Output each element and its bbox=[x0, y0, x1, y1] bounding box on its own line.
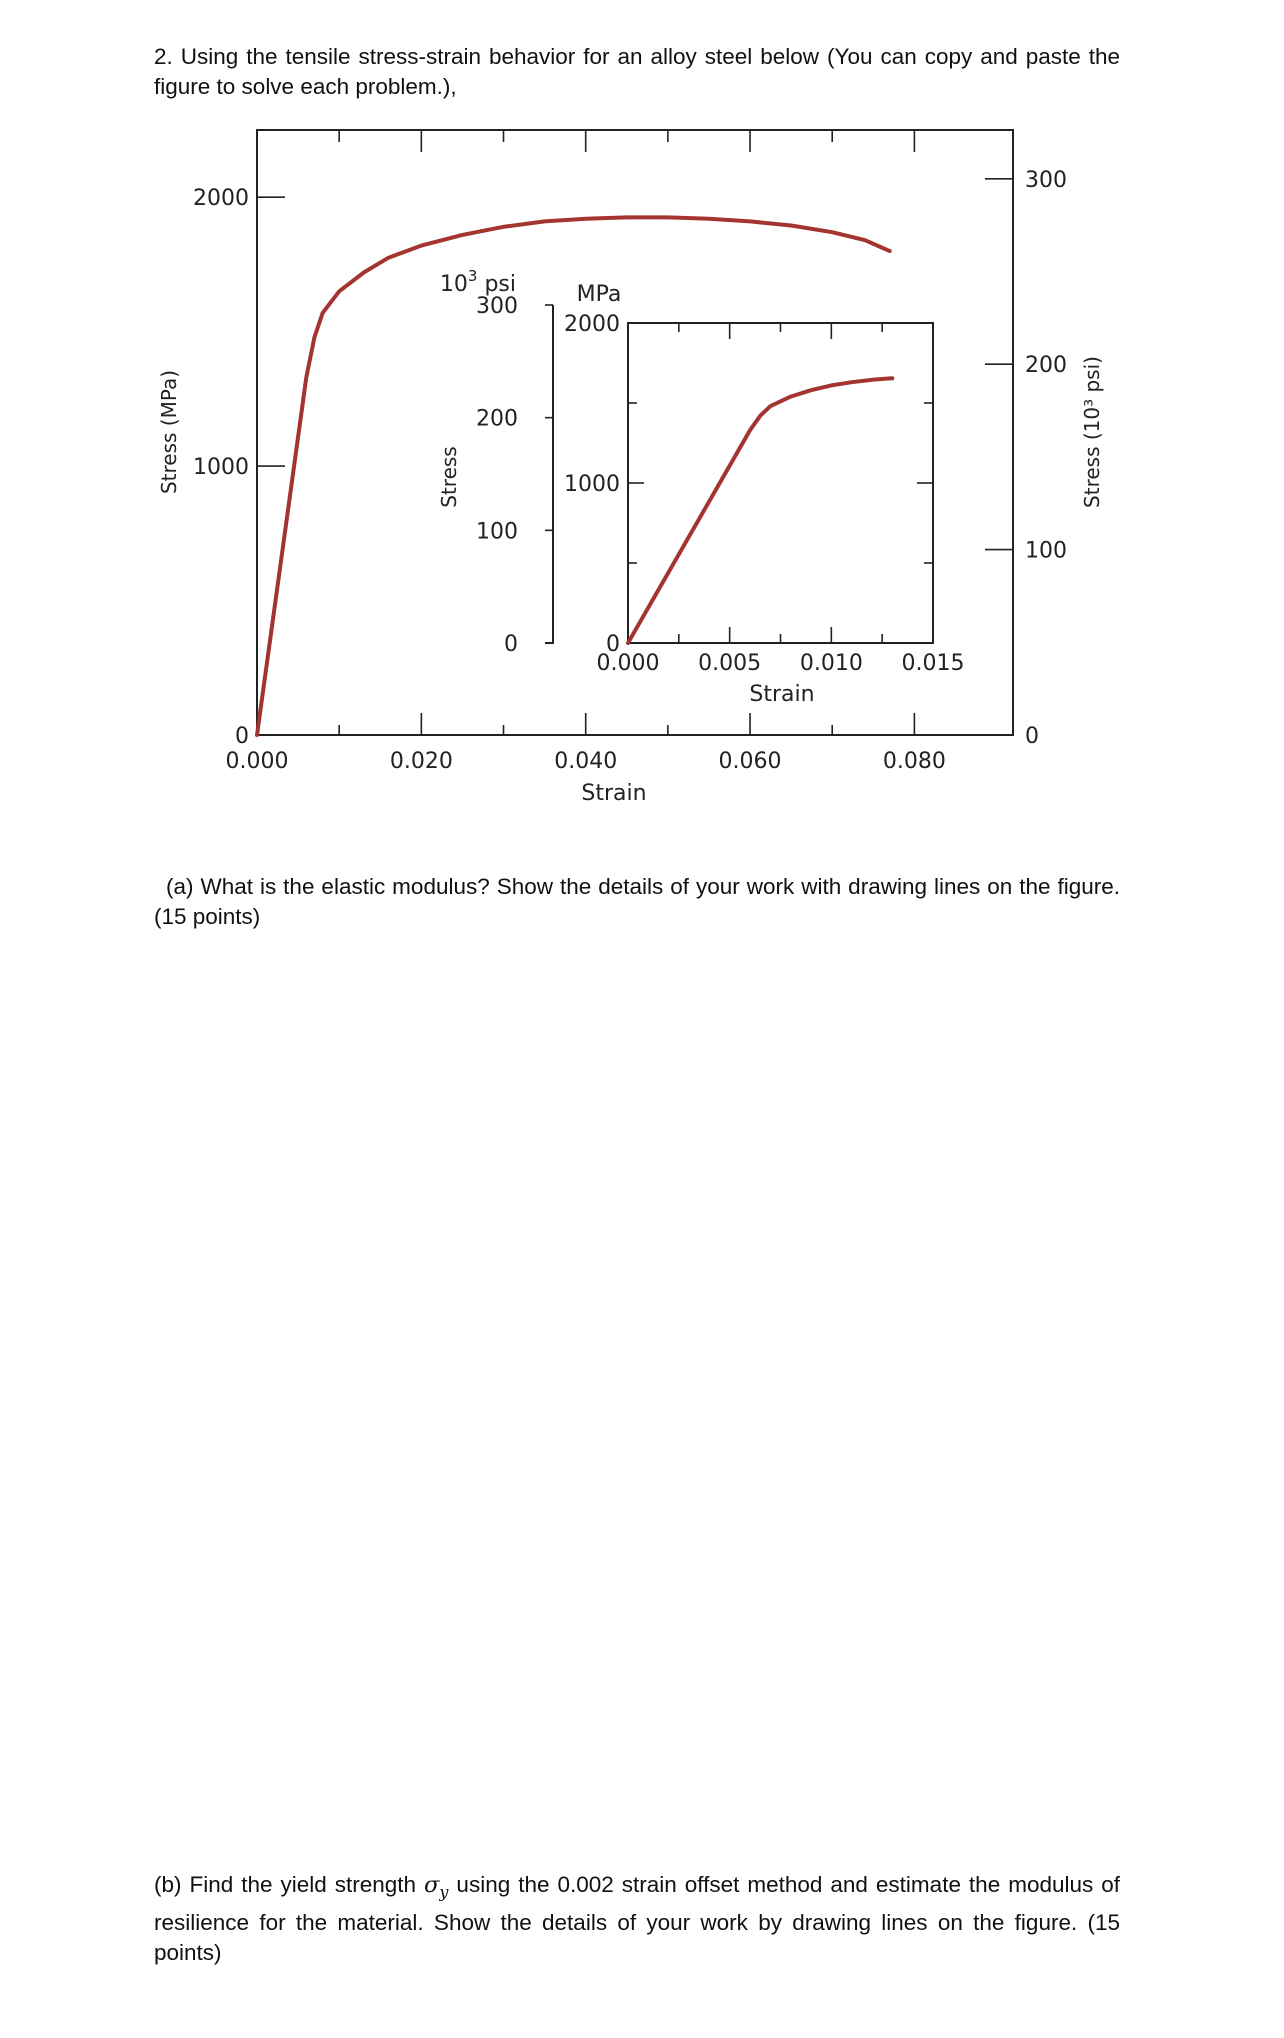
inset-x-tick-label: 0.000 bbox=[596, 651, 660, 676]
main-x-tick-label: 0.020 bbox=[389, 749, 453, 774]
main-y2-tick-label: 0 bbox=[1025, 724, 1039, 749]
main-y2-axis-title: Stress (10³ psi) bbox=[1080, 356, 1104, 508]
inset-x-tick-label: 0.005 bbox=[698, 651, 762, 676]
part-b-rest: using the 0.002 strain offset method and estimate the modulus of resilience for the material. Show the details of your work by drawing lines on the figure. (15 points) bbox=[154, 1872, 1120, 1965]
inset-y-tick-label: 2000 bbox=[564, 312, 620, 337]
inset-left-axis bbox=[545, 305, 553, 643]
inset-psi-tick-label: 100 bbox=[476, 519, 518, 545]
inset-y-axis-title: Stress bbox=[437, 446, 461, 508]
inset-x-tick-label: 0.010 bbox=[799, 651, 863, 676]
main-x-tick-label: 0.040 bbox=[554, 749, 618, 774]
main-y-tick-label: 0 bbox=[235, 724, 249, 749]
question-part-a: (a) What is the elastic modulus? Show the details of your work with drawing lines on the figure. (15 points) bbox=[154, 874, 1120, 929]
inset-left-unit-label: $10^3$ psi bbox=[439, 267, 516, 297]
inset-psi-tick-label: 200 bbox=[476, 406, 518, 432]
yield-strength-symbol: $\sigma_y$ bbox=[424, 1872, 449, 1902]
inset-y-tick-label: 0 bbox=[606, 632, 620, 657]
main-y-axis-title: Stress (MPa) bbox=[157, 369, 181, 495]
inset-psi-tick-label: 0 bbox=[504, 632, 518, 657]
question-intro: 2. Using the tensile stress-strain behavior for an alloy steel below (You can copy and paste the figure to solve each problem.), bbox=[154, 44, 1120, 99]
main-y-tick-label: 1000 bbox=[193, 455, 249, 481]
question-part-b bbox=[154, 1870, 1120, 1968]
main-x-tick-label: 0.080 bbox=[882, 749, 946, 774]
part-b-lead: (b) Find the yield strength bbox=[154, 1872, 417, 1897]
main-y2-tick-label: 200 bbox=[1025, 353, 1067, 379]
inset-x-axis-title: Strain bbox=[749, 682, 815, 707]
inset-y-tick-label: 1000 bbox=[564, 472, 620, 497]
inset-right-unit-label: MPa bbox=[576, 282, 622, 307]
stress-strain-figure bbox=[0, 0, 1284, 820]
inset-x-tick-label: 0.015 bbox=[901, 651, 965, 676]
main-x-tick-label: 0.000 bbox=[225, 749, 289, 774]
main-x-axis-title: Strain bbox=[581, 781, 647, 806]
inset-psi-tick-label: 300 bbox=[476, 294, 518, 319]
main-y2-tick-label: 300 bbox=[1025, 167, 1067, 193]
main-y-tick-label: 2000 bbox=[193, 186, 249, 212]
main-y2-tick-label: 100 bbox=[1025, 538, 1067, 564]
main-x-tick-label: 0.060 bbox=[718, 749, 782, 774]
